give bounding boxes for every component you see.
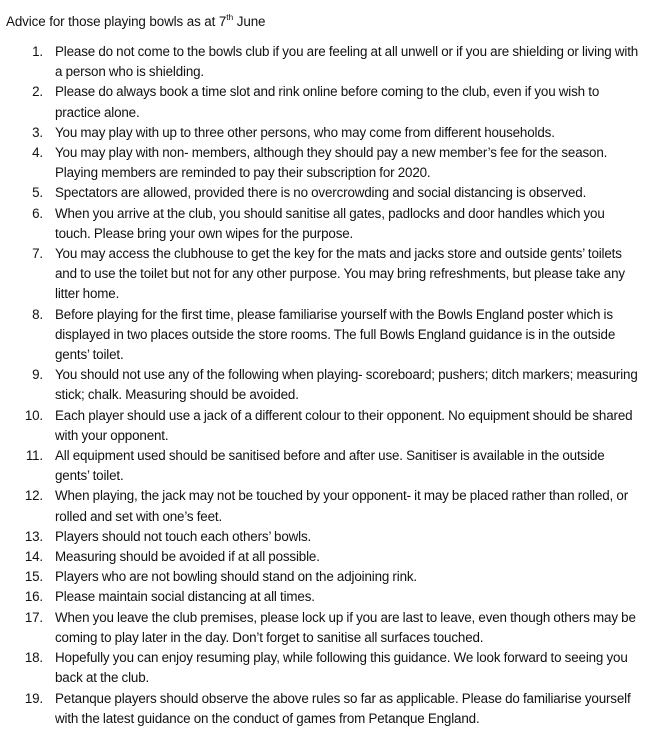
list-item-number: 17. (24, 609, 43, 625)
list-item-number: 16. (24, 589, 43, 605)
list-item-number: 13. (24, 528, 43, 544)
list-item (0, 567, 648, 587)
list-item-text: You should not use any of the following when playing- scoreboard; pushers; ditch markers; measuring stick; chalk. Measuring should be avoided. (55, 367, 638, 403)
list-item (0, 143, 648, 183)
list-item-text: Measuring should be avoided if at all possible. (55, 549, 320, 565)
list-item-text: Hopefully you can enjoy resuming play, while following this guidance. We look forward to seeing you back at the club. (55, 650, 628, 686)
list-item-text: Players who are not bowling should stand on the adjoining rink. (55, 569, 417, 585)
list-item (0, 82, 648, 122)
title-text: Advice for those playing bowls as at 7 (6, 14, 227, 29)
list-item (0, 123, 648, 143)
list-item-text: When playing, the jack may not be touched by your opponent- it may be placed rather than rolled, or rolled and set with one’s feet. (55, 488, 629, 524)
list-item-number: 1. (32, 44, 43, 59)
list-item-text: Petanque players should observe the above rules so far as applicable. Please do familiarise yourself with the latest guidance on the conduct of games from Petanque England. (55, 690, 631, 726)
list-item-number: 2. (32, 84, 43, 100)
list-item (0, 689, 648, 729)
list-item-text: All equipment used should be sanitised before and after use. Sanitiser is available in the outside gents’ toilet. (55, 448, 605, 484)
list-item-text: When you leave the club premises, please lock up if you are last to leave, even though others may be coming to play later in the day. Don’t forget to sanitise all surfaces touched. (55, 609, 636, 645)
list-item-number: 7. (32, 246, 43, 262)
document-title (6, 12, 265, 32)
list-item-number: 18. (24, 650, 43, 666)
title-superscript: th (226, 11, 234, 22)
list-item-number: 10. (24, 407, 43, 423)
list-item-number: 11. (25, 448, 43, 464)
list-item (0, 204, 648, 244)
list-item (0, 365, 648, 405)
list-item (0, 406, 648, 446)
list-item-text: Spectators are allowed, provided there is no overcrowding and social distancing is observed. (55, 185, 587, 201)
list-item-number: 8. (32, 306, 43, 322)
title-suffix: June (233, 14, 266, 29)
list-item (0, 527, 648, 547)
list-item (0, 648, 648, 688)
list-item (0, 446, 648, 486)
list-item-text: You may play with non- members, although they should pay a new member’s fee for the season. Playing members are reminded to pay their subscription for 2020. (55, 145, 608, 181)
list-item-number: 15. (24, 569, 43, 585)
list-item-text: You may play with up to three other persons, who may come from different households. (55, 124, 555, 140)
list-item (0, 244, 648, 305)
list-item (0, 42, 648, 82)
list-item-text: Please maintain social distancing at all times. (55, 589, 315, 605)
list-item-text: When you arrive at the club, you should sanitise all gates, padlocks and door handles which you touch. Please bring your own wipes for the purpose. (55, 205, 605, 241)
list-item-number: 4. (32, 145, 43, 161)
list-item-text: Please do not come to the bowls club if you are feeling at all unwell or if you are shielding or living with a person who is shielding. (55, 44, 639, 80)
list-item (0, 547, 648, 567)
list-item-text: Before playing for the first time, please familiarise yourself with the Bowls England poster which is displayed in two places outside the store rooms. The full Bowls England guidance is in the outside gents’ toilet. (55, 306, 616, 363)
list-item-text: Players should not touch each others’ bowls. (55, 528, 312, 544)
list-item (0, 587, 648, 607)
list-item (0, 608, 648, 648)
list-item-number: 3. (32, 124, 43, 140)
list-item-number: 5. (32, 185, 43, 201)
list-item-number: 6. (32, 205, 43, 221)
list-item-number: 9. (32, 367, 43, 383)
list-item-text: Each player should use a jack of a different colour to their opponent. No equipment should be shared with your opponent. (55, 407, 633, 443)
list-item (0, 305, 648, 366)
list-item-number: 19. (24, 690, 43, 706)
list-item-number: 12. (24, 488, 43, 504)
list-item (0, 486, 648, 526)
rules-list (0, 42, 648, 729)
list-item-number: 14. (24, 549, 43, 565)
list-item (0, 183, 648, 203)
list-item-text: You may access the clubhouse to get the key for the mats and jacks store and outside gents’ toilets and to use the toilet but not for any other purpose. You may bring refreshments, but please take any litter home. (55, 246, 625, 302)
list-item-text: Please do always book a time slot and rink online before coming to the club, even if you wish to practice alone. (55, 84, 600, 120)
